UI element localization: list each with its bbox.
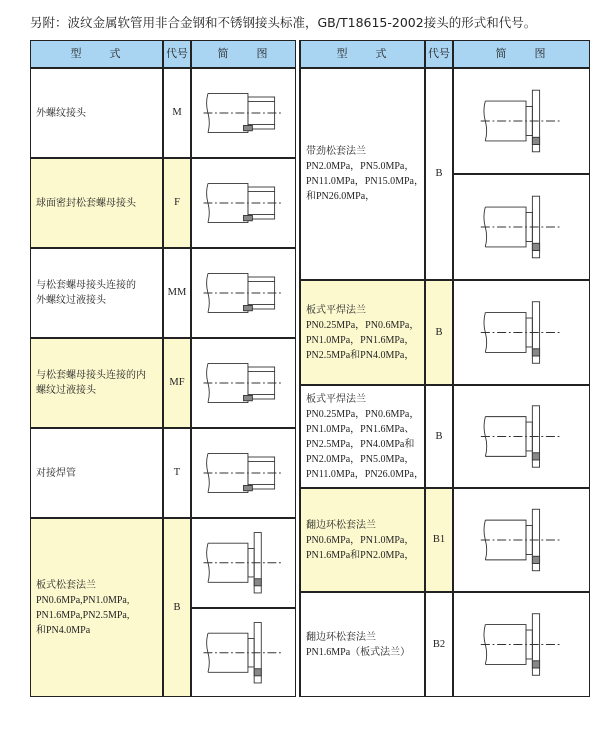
type-line: 和PN26.0MPa，	[306, 191, 376, 202]
type-description	[306, 303, 419, 363]
type-line: 和PN4.0MPa	[36, 624, 91, 636]
spherical-seal-nut-fitting-icon	[195, 163, 292, 243]
type-line: 螺纹过液接头	[36, 385, 96, 396]
type-line: PN1.6MPa（板式法兰）	[306, 646, 411, 658]
plate-slip-on-flange-icon	[457, 285, 586, 380]
type-description	[36, 578, 129, 638]
type-line: PN0.6MPa，PN1.0MPa，	[306, 534, 415, 546]
header-code: 代号	[425, 40, 453, 68]
type-line: PN0.25MPa，PN0.6MPa，	[306, 408, 420, 420]
type-line: PN0.6MPa,PN1.0MPa,	[36, 594, 130, 606]
type-description	[306, 518, 414, 563]
plate-loose-flange-icon	[195, 523, 292, 603]
document-title: 另附：波纹金属软管用非合金钢和不锈钢接头标准，GB/T18615-2002接头的形式和代号。	[30, 15, 537, 30]
type-description	[36, 106, 86, 121]
fitting-code: MM	[163, 248, 191, 338]
butt-weld-pipe-icon	[195, 433, 292, 513]
fitting-diagram	[453, 174, 590, 280]
male-adapter-icon	[195, 253, 292, 333]
fitting-diagram	[191, 428, 296, 518]
type-line: 对接焊管	[36, 467, 76, 479]
fitting-diagram	[453, 592, 590, 697]
type-description	[36, 196, 136, 211]
fitting-code: B	[425, 68, 453, 280]
type-line: 板式平焊法兰	[306, 393, 366, 405]
fitting-type	[300, 385, 425, 488]
fitting-type	[30, 518, 163, 697]
type-line: 外螺纹过液接头	[36, 295, 106, 306]
type-line: PN11.0MPa，PN26.0MPa，	[306, 468, 424, 480]
fitting-code: T	[163, 428, 191, 518]
fitting-type	[30, 248, 163, 338]
type-line: 与松套螺母接头连接的内	[36, 370, 146, 381]
fitting-type	[30, 158, 163, 248]
type-line: PN2.0MPa，PN5.0MPa，	[306, 161, 415, 172]
type-line: 带劲松套法兰	[306, 146, 366, 157]
type-description	[306, 144, 424, 204]
header-type: 型 式	[300, 40, 425, 68]
fitting-diagram	[191, 248, 296, 338]
type-line: PN2.0MPa，PN5.0MPa，	[306, 453, 415, 465]
fitting-diagram	[191, 158, 296, 248]
header-diagram: 简 图	[191, 40, 296, 68]
fitting-diagram	[453, 280, 590, 385]
fitting-code: B	[425, 385, 453, 488]
neck-loose-flange-alt-icon	[457, 179, 586, 275]
type-line: 板式平焊法兰	[306, 304, 366, 316]
neck-loose-flange-icon	[457, 73, 586, 169]
type-description	[36, 278, 136, 308]
fitting-type	[300, 280, 425, 385]
fitting-diagram	[453, 385, 590, 488]
type-line: PN1.6MPa和PN2.0MPa，	[306, 549, 415, 561]
female-adapter-icon	[195, 343, 292, 423]
type-line: 板式松套法兰	[36, 579, 96, 591]
fitting-type	[300, 592, 425, 697]
type-line: 外螺纹接头	[36, 107, 86, 119]
fitting-code: B1	[425, 488, 453, 592]
fitting-diagram	[191, 608, 296, 698]
type-line: PN2.5MPa和PN4.0MPa，	[306, 349, 415, 361]
type-line: 与松套螺母接头连接的	[36, 280, 136, 291]
fitting-code: B	[425, 280, 453, 385]
type-line: PN0.25MPa，PN0.6MPa，	[306, 319, 420, 331]
fitting-diagram	[191, 518, 296, 608]
fitting-type	[300, 68, 425, 280]
plate-slip-on-flange-icon	[457, 390, 586, 483]
type-description	[36, 466, 76, 481]
fitting-type	[300, 488, 425, 592]
type-description	[306, 630, 410, 660]
fitting-type	[30, 428, 163, 518]
type-line: 球面密封松套螺母接头	[36, 197, 136, 209]
table-divider	[295, 40, 300, 697]
lap-joint-flange-icon	[457, 493, 586, 587]
type-line: PN1.0MPa，PN1.6MPa、	[306, 423, 415, 435]
fitting-type	[30, 338, 163, 428]
fitting-code: B2	[425, 592, 453, 697]
header-type: 型 式	[30, 40, 163, 68]
fitting-diagram	[191, 68, 296, 158]
type-line: PN1.6MPa,PN2.5MPa,	[36, 609, 130, 621]
fitting-diagram	[453, 488, 590, 592]
type-description	[306, 392, 424, 482]
fitting-code: B	[163, 518, 191, 697]
type-line: PN1.0MPa，PN1.6MPa，	[306, 334, 415, 346]
type-line: PN11.0MPa，PN15.0MPa，	[306, 176, 424, 187]
fitting-type	[30, 68, 163, 158]
type-description	[36, 368, 146, 398]
type-line: PN2.5MPa，PN4.0MPa和	[306, 438, 415, 450]
header-code: 代号	[163, 40, 191, 68]
fitting-code: MF	[163, 338, 191, 428]
type-line: 翻边环松套法兰	[306, 631, 376, 643]
fitting-code: M	[163, 68, 191, 158]
fitting-diagram	[191, 338, 296, 428]
header-diagram: 简 图	[453, 40, 590, 68]
fitting-code: F	[163, 158, 191, 248]
lap-joint-plate-flange-icon	[457, 597, 586, 692]
male-thread-fitting-icon	[195, 73, 292, 153]
fitting-diagram	[453, 68, 590, 174]
type-line: 翻边环松套法兰	[306, 519, 376, 531]
plate-loose-flange-alt-icon	[195, 613, 292, 693]
